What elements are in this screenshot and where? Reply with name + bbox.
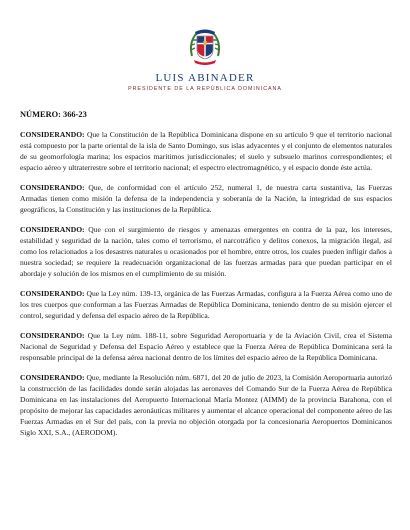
- considerando-text: Que la Ley núm. 139-13, orgánica de las Fuerzas Armadas, configura a la Fuerza Aérea como uno de los tres cuerpos que conforman a las Fuerzas Armadas de República Dominicana, teniendo dentro de su misión ejercer el control, seguridad y defensa del espacio aéreo de la República.: [20, 289, 392, 320]
- considerando-label: CONSIDERANDO:: [20, 130, 85, 139]
- decree-number-label: NÚMERO:: [20, 110, 61, 119]
- considerando-text: Que, mediante la Resolución núm. 6871, del 20 de julio de 2023, la Comisión Aeroportuaria autorizó la construcción de las facilidades donde serán alojadas las aeronaves del Comando Sur de la Fuerza Aérea de República Dominicana en las instalaciones del Aeropuerto Internacional María Montez (AIMM) de la provincia Barahona, con el propósito de mejorar las capacidades aeronáuticas militares y aumentar el alcance operacional del componente aéreo de las Fuerzas Armadas en el Sur del país, con la previa no objeción otorgada por la concesionaria Aeropuertos Dominicanos Siglo XXI, S.A., (AERODOM).: [20, 373, 392, 437]
- decree-number-value: 366-23: [63, 110, 87, 119]
- considerando-paragraph: [20, 330, 392, 363]
- president-name: LUIS ABINADER: [155, 72, 255, 84]
- coat-of-arms-icon: [186, 26, 224, 66]
- considerando-label: CONSIDERANDO:: [20, 225, 85, 234]
- considerando-text: Que la Constitución de la República Dominicana dispone en su artículo 9 que el territorio nacional está compuesto por la parte oriental de la isla de Santo Domingo, sus islas adyacentes y el conjunto de elementos naturales de su geomorfología marina; los espacios marítimos jurisdiccionales; el suelo y subsuelo marinos correspondientes; el espacio aéreo y ultraterrestre sobre el territorio nacional; el espectro electromagnético, y el espacio donde éste actúa.: [20, 130, 392, 172]
- considerando-label: CONSIDERANDO:: [20, 373, 85, 382]
- considerando-label: CONSIDERANDO:: [20, 183, 85, 192]
- considerando-paragraph: [20, 182, 392, 215]
- considerando-label: CONSIDERANDO:: [20, 331, 85, 340]
- considerando-text: Que con el surgimiento de riesgos y amenazas emergentes en contra de la paz, los intereses, estabilidad y seguridad de la nación, tales como el terrorismo, el narcotráfico y delitos conexos, la migración ilegal, así como los relacionados a los desastres naturales u ocasionados por el hombre, entre otros, los cuales pueden infligir daños a nuestra sociedad; se requiere la readecuación organizacional de las fuerzas armadas para que puedan participar en el abordaje y solución de los mismos en el cumplimiento de su misión.: [20, 225, 392, 278]
- considerando-text: Que, de conformidad con el artículo 252, numeral 1, de nuestra carta sustantiva, las Fuerzas Armadas tienen como misión la defensa de la independencia y soberanía de la Nación, la integridad de sus espacios geográficos, la Constitución y las instituciones de la República.: [20, 183, 393, 214]
- considerando-text: Que la Ley núm. 188-11, sobre Seguridad Aeroportuaria y de la Aviación Civil, crea el Sistema Nacional de Seguridad y Defensa del Espacio Aéreo y establece que la Fuerza Aérea de República Dominicana será la responsable principal de la defensa aérea nacional dentro de los límites del espacio aéreo de la República Dominicana.: [20, 331, 393, 362]
- considerando-paragraph: [20, 372, 392, 438]
- considerando-paragraph: [20, 288, 392, 321]
- considerando-paragraph: [20, 224, 392, 279]
- considerando-paragraph: [20, 129, 392, 173]
- document-body: [20, 129, 392, 447]
- considerando-label: CONSIDERANDO:: [20, 289, 85, 298]
- president-title: PRESIDENTE DE LA REPÚBLICA DOMINICANA: [128, 86, 282, 92]
- decree-number: [20, 110, 87, 119]
